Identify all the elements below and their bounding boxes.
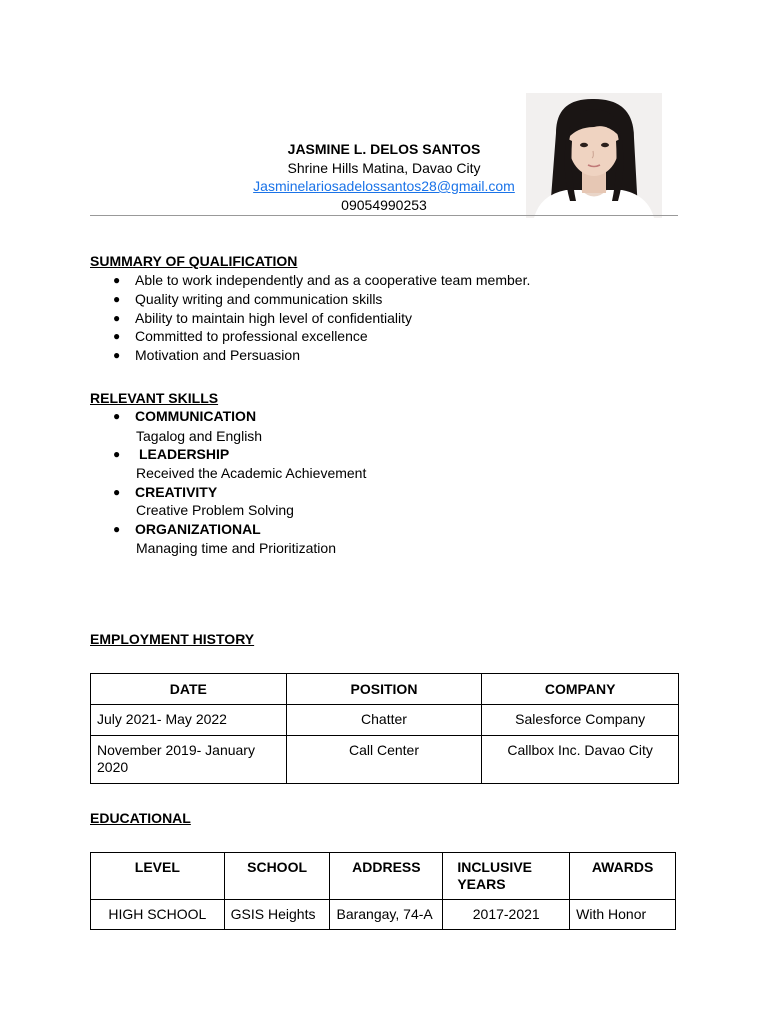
cell-position: Chatter [286, 705, 482, 736]
col-address: ADDRESS [330, 853, 443, 900]
cell-awards: With Honor [570, 900, 676, 930]
table-header-row [91, 674, 679, 705]
col-inclusive-years: INCLUSIVE YEARS [443, 853, 570, 900]
col-company: COMPANY [482, 674, 679, 705]
cell-address: Barangay, 74-A [330, 900, 443, 930]
cell-years: 2017-2021 [443, 900, 570, 930]
col-date: DATE [91, 674, 287, 705]
employment-table [90, 673, 679, 784]
applicant-address: Shrine Hills Matina, Davao City [287, 160, 481, 176]
employment-heading: EMPLOYMENT HISTORY [90, 631, 255, 647]
cell-date: November 2019- January 2020 [91, 736, 287, 784]
table-row [91, 736, 679, 784]
col-level: LEVEL [91, 853, 225, 900]
education-heading: EDUCATIONAL [90, 810, 191, 826]
table-row [91, 705, 679, 736]
applicant-name: JASMINE L. DELOS SANTOS [287, 141, 481, 157]
summary-heading: SUMMARY OF QUALIFICATION [90, 253, 298, 269]
education-table [90, 852, 676, 930]
cell-company: Salesforce Company [482, 705, 679, 736]
email-link[interactable]: Jasminelariosadelossantos28@gmail.com [253, 178, 515, 194]
table-header-row [91, 853, 676, 900]
col-awards: AWARDS [570, 853, 676, 900]
skills-heading: RELEVANT SKILLS [90, 390, 219, 406]
phone-number: 09054990253 [341, 197, 427, 213]
col-position: POSITION [286, 674, 482, 705]
skill-detail: Creative Problem Solving [136, 502, 294, 518]
cell-company: Callbox Inc. Davao City [482, 736, 679, 784]
col-school: SCHOOL [224, 853, 330, 900]
skill-detail: Tagalog and English [136, 428, 263, 444]
skill-detail: Managing time and Prioritization [136, 540, 336, 556]
cell-school: GSIS Heights [224, 900, 330, 930]
cell-date: July 2021- May 2022 [91, 705, 287, 736]
cell-position: Call Center [286, 736, 482, 784]
skill-detail: Received the Academic Achievement [136, 465, 367, 481]
table-row [91, 900, 676, 930]
header-divider [90, 215, 678, 216]
profile-photo [526, 93, 662, 218]
cell-level: HIGH SCHOOL [91, 900, 225, 930]
